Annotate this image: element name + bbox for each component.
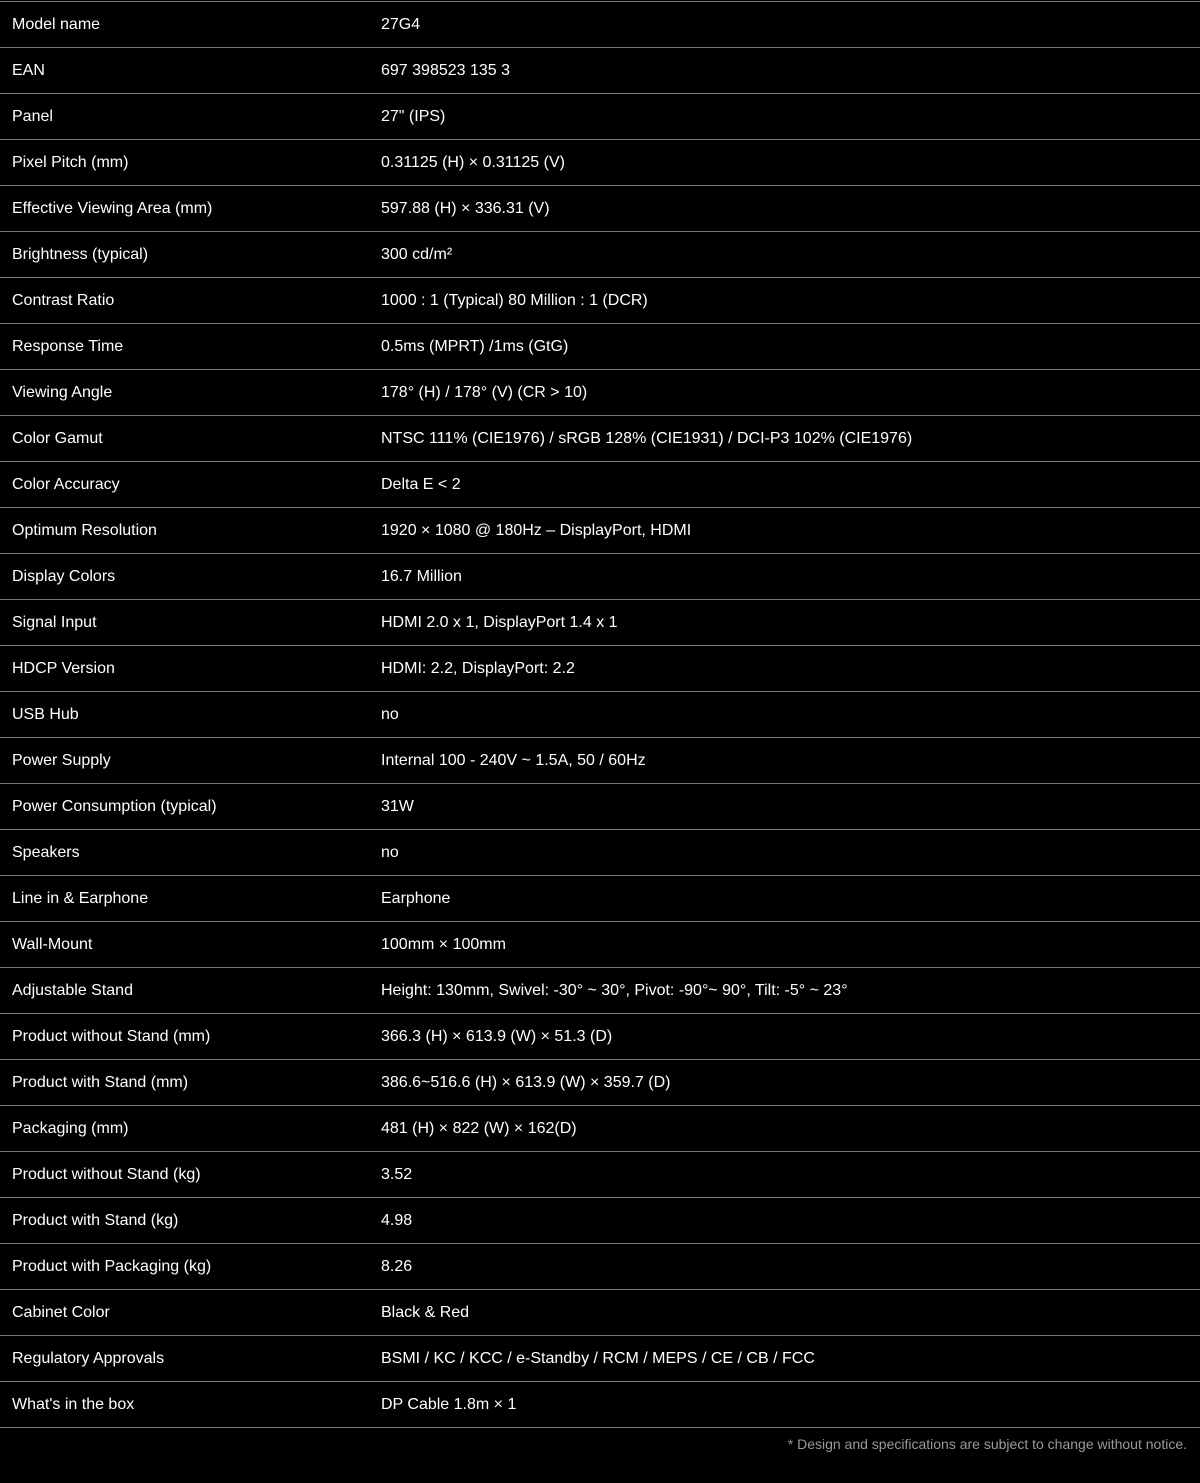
spec-value: HDMI 2.0 x 1, DisplayPort 1.4 x 1: [381, 613, 618, 631]
spec-value: 597.88 (H) × 336.31 (V): [381, 199, 550, 217]
spec-label: Cabinet Color: [12, 1303, 110, 1321]
spec-value: Internal 100 - 240V ~ 1.5A, 50 / 60Hz: [381, 751, 646, 769]
table-row: [0, 738, 1200, 784]
table-row: [0, 922, 1200, 968]
spec-label: Product with Stand (kg): [12, 1211, 179, 1229]
spec-value: 178° (H) / 178° (V) (CR > 10): [381, 383, 588, 401]
spec-value: 4.98: [381, 1211, 413, 1229]
spec-value: 3.52: [381, 1165, 413, 1183]
spec-value: Height: 130mm, Swivel: -30° ~ 30°, Pivot: -90°~ 90°, Tilt: -5° ~ 23°: [381, 981, 848, 999]
spec-value: DP Cable 1.8m × 1: [381, 1395, 517, 1413]
spec-value: NTSC 111% (CIE1976) / sRGB 128% (CIE1931) / DCI-P3 102% (CIE1976): [381, 429, 913, 447]
spec-label: Brightness (typical): [12, 245, 149, 263]
spec-value: 27" (IPS): [381, 107, 446, 125]
table-row: [0, 1290, 1200, 1336]
spec-label: Viewing Angle: [12, 383, 113, 401]
table-row: [0, 324, 1200, 370]
table-row: [0, 1382, 1200, 1428]
spec-value: 366.3 (H) × 613.9 (W) × 51.3 (D): [381, 1027, 613, 1045]
spec-label: Speakers: [12, 843, 80, 861]
spec-value: 697 398523 135 3: [381, 61, 511, 79]
spec-value: 16.7 Million: [381, 567, 462, 585]
spec-value: 100mm × 100mm: [381, 935, 506, 953]
spec-label: What's in the box: [12, 1395, 135, 1413]
spec-value: 0.5ms (MPRT) /1ms (GtG): [381, 337, 569, 355]
spec-label: EAN: [12, 61, 45, 79]
disclaimer-footnote: * Design and specifications are subject to change without notice.: [787, 1436, 1187, 1452]
spec-label: Optimum Resolution: [12, 521, 157, 539]
spec-label: Adjustable Stand: [12, 981, 133, 999]
spec-label: Line in & Earphone: [12, 889, 149, 907]
spec-value: no: [381, 843, 399, 861]
spec-label: Regulatory Approvals: [12, 1349, 165, 1367]
spec-label: Wall-Mount: [12, 935, 93, 953]
spec-label: Pixel Pitch (mm): [12, 153, 129, 171]
table-row: [0, 416, 1200, 462]
spec-label: Model name: [12, 15, 101, 33]
table-row: [0, 278, 1200, 324]
table-row: [0, 1060, 1200, 1106]
spec-label: Signal Input: [12, 613, 97, 631]
table-row: [0, 968, 1200, 1014]
table-row: [0, 876, 1200, 922]
table-row: [0, 1198, 1200, 1244]
spec-label: Product with Packaging (kg): [12, 1257, 212, 1275]
spec-label: Color Accuracy: [12, 475, 120, 493]
spec-value: 0.31125 (H) × 0.31125 (V): [381, 153, 565, 171]
spec-value: 8.26: [381, 1257, 413, 1275]
spec-label: Packaging (mm): [12, 1119, 129, 1137]
table-row: [0, 462, 1200, 508]
spec-label: Display Colors: [12, 567, 116, 585]
table-row: [0, 646, 1200, 692]
spec-label: Power Consumption (typical): [12, 797, 217, 815]
table-row: [0, 186, 1200, 232]
table-row: [0, 1152, 1200, 1198]
spec-value: 481 (H) × 822 (W) × 162(D): [381, 1119, 577, 1137]
spec-value: no: [381, 705, 399, 723]
spec-value: HDMI: 2.2, DisplayPort: 2.2: [381, 659, 575, 677]
spec-value: BSMI / KC / KCC / e-Standby / RCM / MEPS / CE / CB / FCC: [381, 1349, 815, 1367]
table-row: [0, 370, 1200, 416]
spec-value: 1000 : 1 (Typical) 80 Million : 1 (DCR): [381, 291, 648, 309]
table-row: [0, 784, 1200, 830]
table-row: [0, 692, 1200, 738]
spec-label: Product with Stand (mm): [12, 1073, 189, 1091]
spec-label: Product without Stand (mm): [12, 1027, 211, 1045]
spec-value: 1920 × 1080 @ 180Hz – DisplayPort, HDMI: [381, 521, 692, 539]
table-row: [0, 140, 1200, 186]
table-row: [0, 1014, 1200, 1060]
spec-value: Earphone: [381, 889, 451, 907]
spec-value: 31W: [381, 797, 414, 815]
spec-label: Response Time: [12, 337, 124, 355]
spec-label: Effective Viewing Area (mm): [12, 199, 213, 217]
table-row: [0, 94, 1200, 140]
table-row: [0, 1336, 1200, 1382]
spec-label: Power Supply: [12, 751, 111, 769]
spec-value: Black & Red: [381, 1303, 470, 1321]
spec-table: [0, 1, 1200, 1428]
table-row: [0, 1244, 1200, 1290]
spec-label: Contrast Ratio: [12, 291, 115, 309]
spec-label: USB Hub: [12, 705, 79, 723]
table-row: [0, 508, 1200, 554]
spec-value: 386.6~516.6 (H) × 613.9 (W) × 359.7 (D): [381, 1073, 671, 1091]
table-row: [0, 232, 1200, 278]
table-row: [0, 2, 1200, 48]
spec-value: 300 cd/m²: [381, 245, 453, 263]
table-row: [0, 1106, 1200, 1152]
table-row: [0, 830, 1200, 876]
spec-label: Color Gamut: [12, 429, 103, 447]
spec-value: Delta E < 2: [381, 475, 461, 493]
spec-label: HDCP Version: [12, 659, 115, 677]
table-row: [0, 600, 1200, 646]
spec-label: Product without Stand (kg): [12, 1165, 201, 1183]
spec-value: 27G4: [381, 15, 421, 33]
table-row: [0, 48, 1200, 94]
spec-label: Panel: [12, 107, 53, 125]
table-row: [0, 554, 1200, 600]
